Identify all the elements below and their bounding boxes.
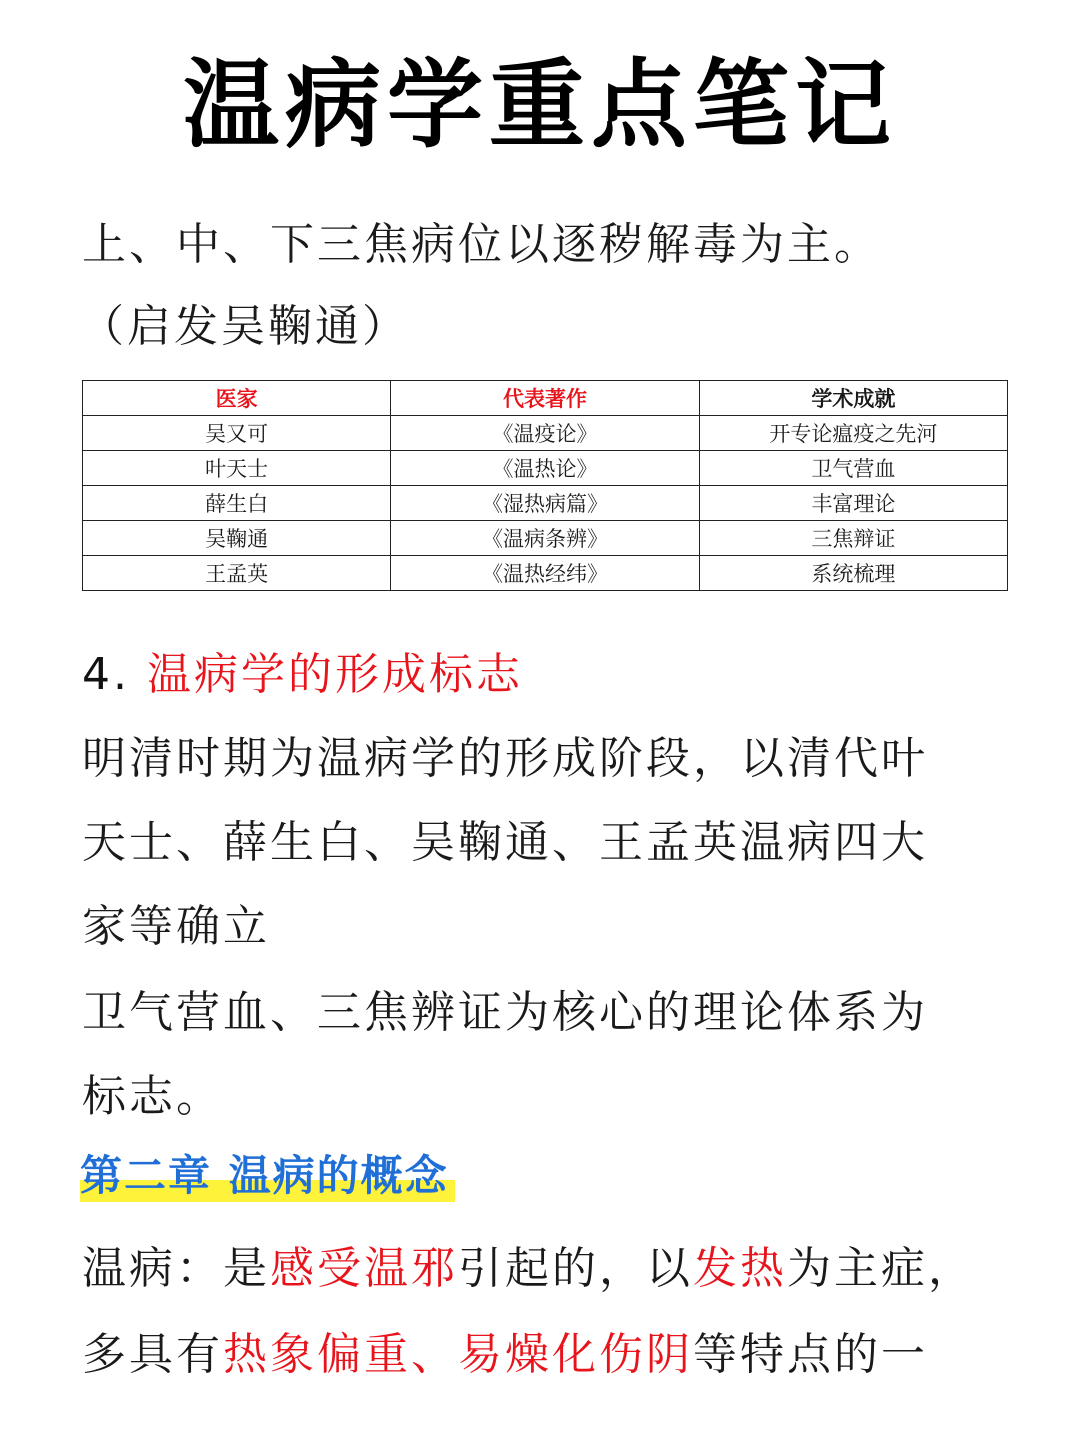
header-work: 代表著作 [391, 381, 699, 416]
table-row [83, 451, 1008, 486]
cell-physician: 吴又可 [83, 416, 391, 451]
section-4-line-2: 天士、薛生白、吴鞠通、王孟英温病四大 [82, 817, 928, 868]
cell-achievement: 系统梳理 [699, 556, 1007, 591]
table-row [83, 486, 1008, 521]
def-text: 引起的，以 [458, 1243, 693, 1294]
table-row [83, 416, 1008, 451]
header-achievement: 学术成就 [699, 381, 1007, 416]
chapter-2-heading: 第二章 温病的概念 [80, 1150, 455, 1202]
def-text: 等特点的一 [693, 1329, 928, 1380]
intro-line-1: 上、中、下三焦病位以逐秽解毒为主。 [82, 219, 881, 270]
def-text: 温病：是 [82, 1243, 270, 1294]
cell-work: 《温热经纬》 [391, 556, 699, 591]
def-text: 为主症， [787, 1243, 975, 1294]
definition-line-2 [82, 1318, 928, 1382]
cell-achievement: 丰富理论 [699, 486, 1007, 521]
cell-work: 《温疫论》 [391, 416, 699, 451]
cell-achievement: 卫气营血 [699, 451, 1007, 486]
cell-work: 《温病条辨》 [391, 521, 699, 556]
section-4-line-3: 家等确立 [82, 901, 270, 952]
cell-physician: 王孟英 [83, 556, 391, 591]
definition-line-1 [82, 1232, 975, 1296]
cell-physician: 薛生白 [83, 486, 391, 521]
cell-work: 《湿热病篇》 [391, 486, 699, 521]
cell-achievement: 三焦辩证 [699, 521, 1007, 556]
def-highlight: 发热 [693, 1243, 787, 1294]
cell-achievement: 开专论瘟疫之先河 [699, 416, 1007, 451]
section-4-heading [82, 638, 523, 702]
page-title: 温病学重点笔记 [183, 49, 897, 161]
cell-physician: 吴鞠通 [83, 521, 391, 556]
cell-physician: 叶天士 [83, 451, 391, 486]
table-header-row [83, 381, 1008, 416]
physicians-table [82, 380, 1008, 591]
table-row [83, 521, 1008, 556]
intro-line-2: （启发吴鞠通） [80, 301, 409, 352]
section-title: 温病学的形成标志 [146, 649, 523, 700]
section-4-line-1: 明清时期为温病学的形成阶段，以清代叶 [82, 733, 928, 784]
cell-work: 《温热论》 [391, 451, 699, 486]
section-4-line-4: 卫气营血、三焦辨证为核心的理论体系为 [82, 987, 928, 1038]
table-row [83, 556, 1008, 591]
header-physician: 医家 [83, 381, 391, 416]
def-highlight: 热象偏重、易燥化伤阴 [223, 1329, 693, 1380]
section-4-line-5: 标志。 [82, 1071, 223, 1122]
def-text: 多具有 [82, 1329, 223, 1380]
section-number: 4. [82, 649, 130, 700]
def-highlight: 感受温邪 [270, 1243, 458, 1294]
